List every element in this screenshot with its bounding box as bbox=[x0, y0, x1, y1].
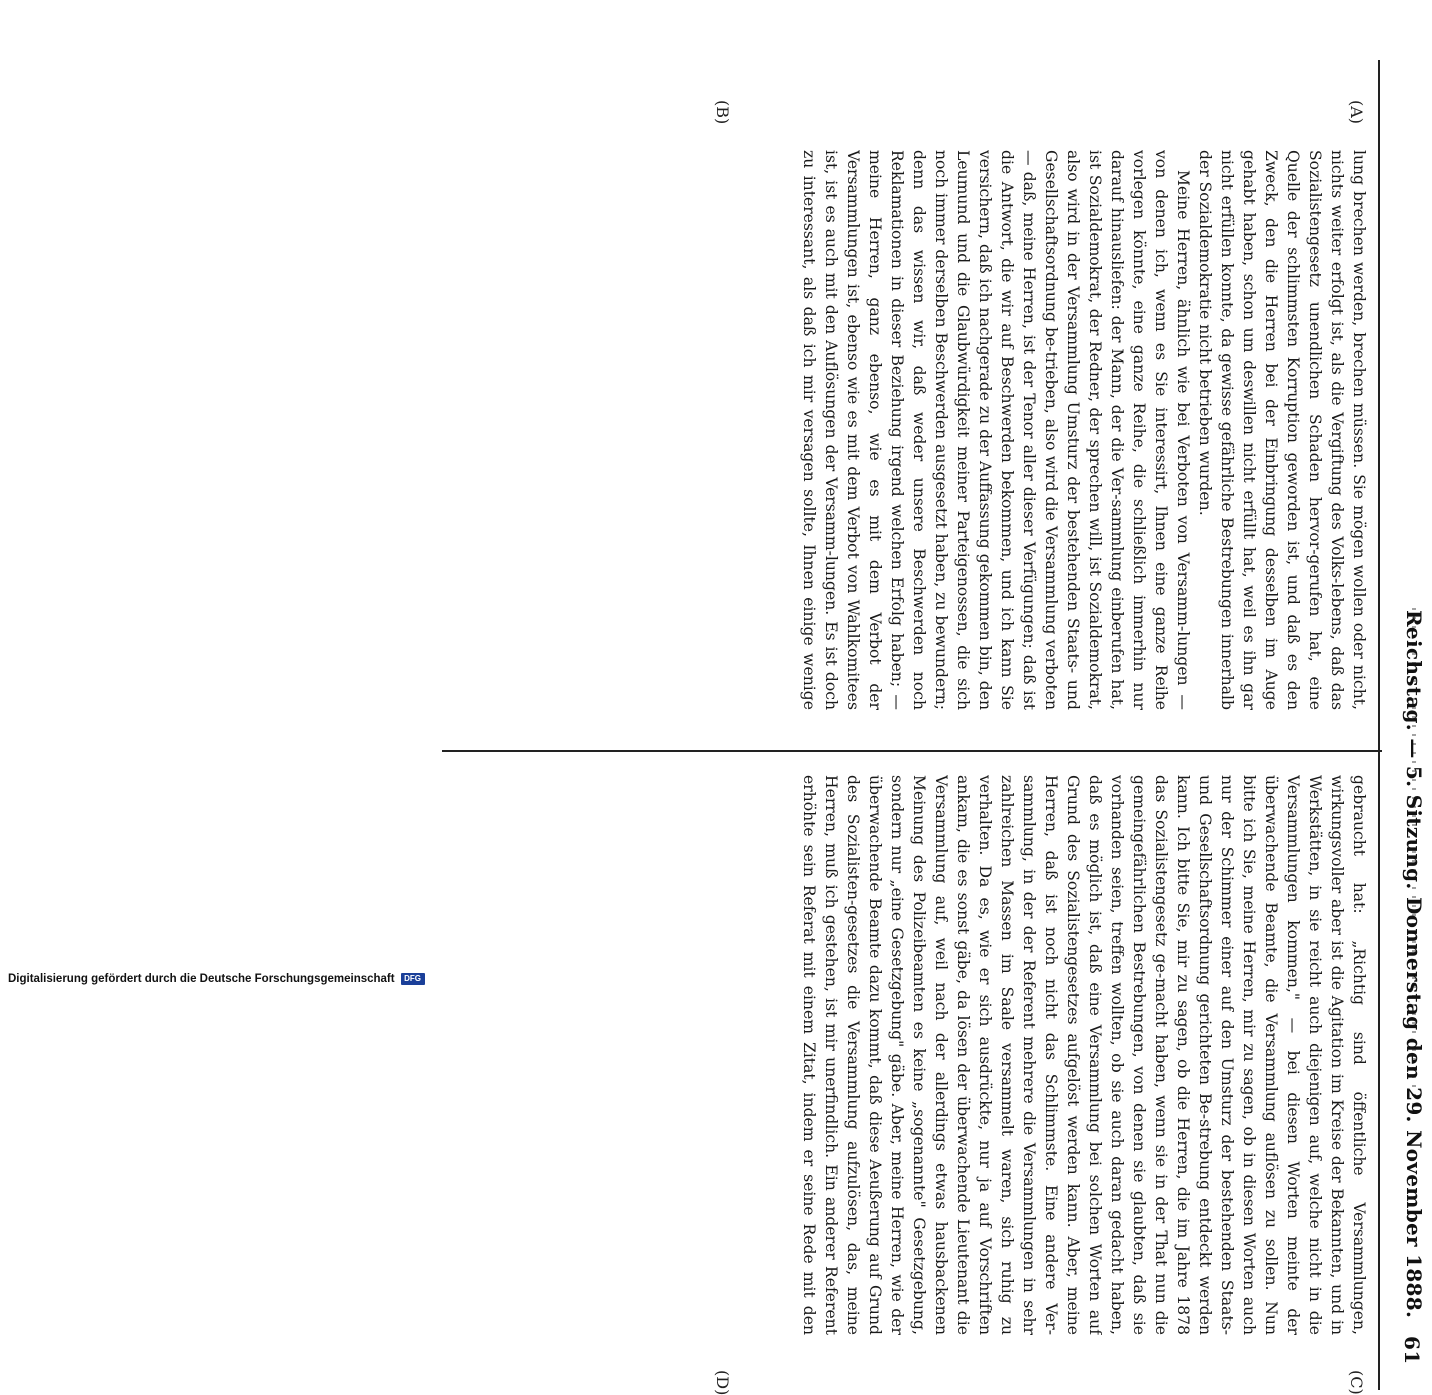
digitization-credit bbox=[8, 967, 708, 991]
credit-text: Digitalisierung gefördert durch die Deutsche Forschungsgemeinschaft bbox=[8, 973, 395, 985]
paragraph: lung brechen werden, brechen müssen. Sie mögen wollen oder nicht, nichts weiter erfolgt ist, als die Vergiftung des Volks-lebens, daß das Sozialistengesetz unendlichen Schaden hervor-gerufen hat, eine Quelle der schlimmsten Korruption geworden ist, und daß es den Zweck, den die Herren bei der Einbringung desselben im Auge gehabt haben, schon um deswillen nicht erfüllt hat, weil es ihn gar nicht erfüllen konnte, da gewisse gefährliche Bestrebungen innerhalb der Sozialdemokratie nicht betrieben wurden. bbox=[1196, 150, 1368, 710]
column-divider bbox=[442, 750, 1382, 752]
page-number: 61 bbox=[1400, 1336, 1424, 1365]
paragraph: gebraucht hat: „Richtig sind öffentliche Versammlungen, wirkungsvoller aber ist die Agitation im Kreise der Bekannten, und in Werkstätten, in sie reicht auch diejenigen auf, welche nicht in die Versammlungen kommen," — bei diesen Worten meinte der überwachende Beamte, die Versammlung auflösen zu sollen. Nun bitte ich Sie, meine Herren, mir zu sagen, ob in diesen Worten auch nur der Schimmer einer auf den Umsturz der bestehenden Staats- und Gesellschaftsordnung gerichteten Be-strebung entdeckt werden kann. Ich bitte Sie, mir zu sagen, ob die Herren, die im Jahre 1878 das Sozialistengesetz ge-macht haben, wenn sie in der That nun die gemeingefährlichen Bestrebungen, von denen sie glaubten, daß sie vorhanden seien, treffen wollten, ob sie auch daran gedacht haben, daß es möglich ist, daß eine Versammlung bei solchen Worten auf Grund des Sozialistengesetzes aufgelöst werden kann. Aber, meine Herren, daß ist noch nicht das Schlimmste. Eine andere Ver-sammlung, in der der Referent mehrere die Versammlungen in sehr zahlreichen Massen im Saale versammelt waren, sich ruhig zu verhalten. Da es, wie er sich ausdrückte, nur ja auf Vorschriften ankam, die es sonst gäbe, da lösen der überwachende Lieutenant die Versammlung auf, weil nach der allerdings etwas hausbackenen Meinung des Polizeibeamten es keine „sogenannte" Gesetzgebung, sondern nur „eine Gesetzgebung" gäbe. Aber, meine Herren, wie der überwachende Beamte dazu kommt, daß diese Aeußerung auf Grund des Sozialisten-gesetzes die Versammlung aufzulösen, das, meine Herren, muß ich gestehen, ist mir unerfindlich. Ein anderer Referent erhöhte sein Referat mit einem Zitat, indem er seine Rede mit den bbox=[800, 775, 1368, 1335]
header-rule bbox=[1378, 60, 1380, 1390]
margin-mark-a: (A) bbox=[1347, 100, 1366, 125]
margin-mark-d: (D) bbox=[713, 1370, 732, 1395]
left-column bbox=[800, 150, 1370, 710]
paragraph: Meine Herren, ähnlich wie bei Verboten von Versamm-lungen — von denen ich, wenn es Sie interessirt, Ihnen eine ganze Reihe vorlegen könnte, eine ganze Reihe, die schließlich immerhin nur darauf hinausliefen: der Mann, der die Ver-sammlung einberufen hat, ist Sozialdemokrat, der Redner, der sprechen will, ist Sozialdemokrat, also wird in der Versammlung Umsturz der bestehenden Staats- und Gesellschaftsordnung be-trieben, also wird die Versammlung verboten — daß, meine Herren, ist der Tenor aller dieser Verfügungen; daß ist die Antwort, die wir auf Beschwerden bekommen, und ich kann Sie versichern, daß ich nachgerade zu der Auffassung gekommen bin, den Leumund und die Glaubwürdigkeit meiner Parteigenossen, die sich noch immer derselben Beschwerden ausgesetzt haben, zu bewundern; denn das wissen wir, daß weder unsere Beschwerden noch Reklamationen in dieser Beziehung irgend welchen Erfolg haben; — meine Herren, ganz ebenso, wie es mit dem Verbot der Versammlungen ist, ebenso wie es mit dem Verbot von Wahlkomitees ist, ist es auch mit den Auflösungen der Versamm-lungen. Es ist doch zu interessant, als daß ich mir versagen sollte, Ihnen einige wenige bbox=[800, 150, 1192, 710]
right-column bbox=[800, 775, 1370, 1335]
running-header: Reichstag. — 5. Sitzung. Donnerstag den 29. November 1888. bbox=[1402, 610, 1426, 1319]
dfg-logo: DFG bbox=[401, 973, 425, 985]
margin-mark-b: (B) bbox=[713, 100, 732, 125]
margin-mark-c: (C) bbox=[1347, 1370, 1366, 1395]
